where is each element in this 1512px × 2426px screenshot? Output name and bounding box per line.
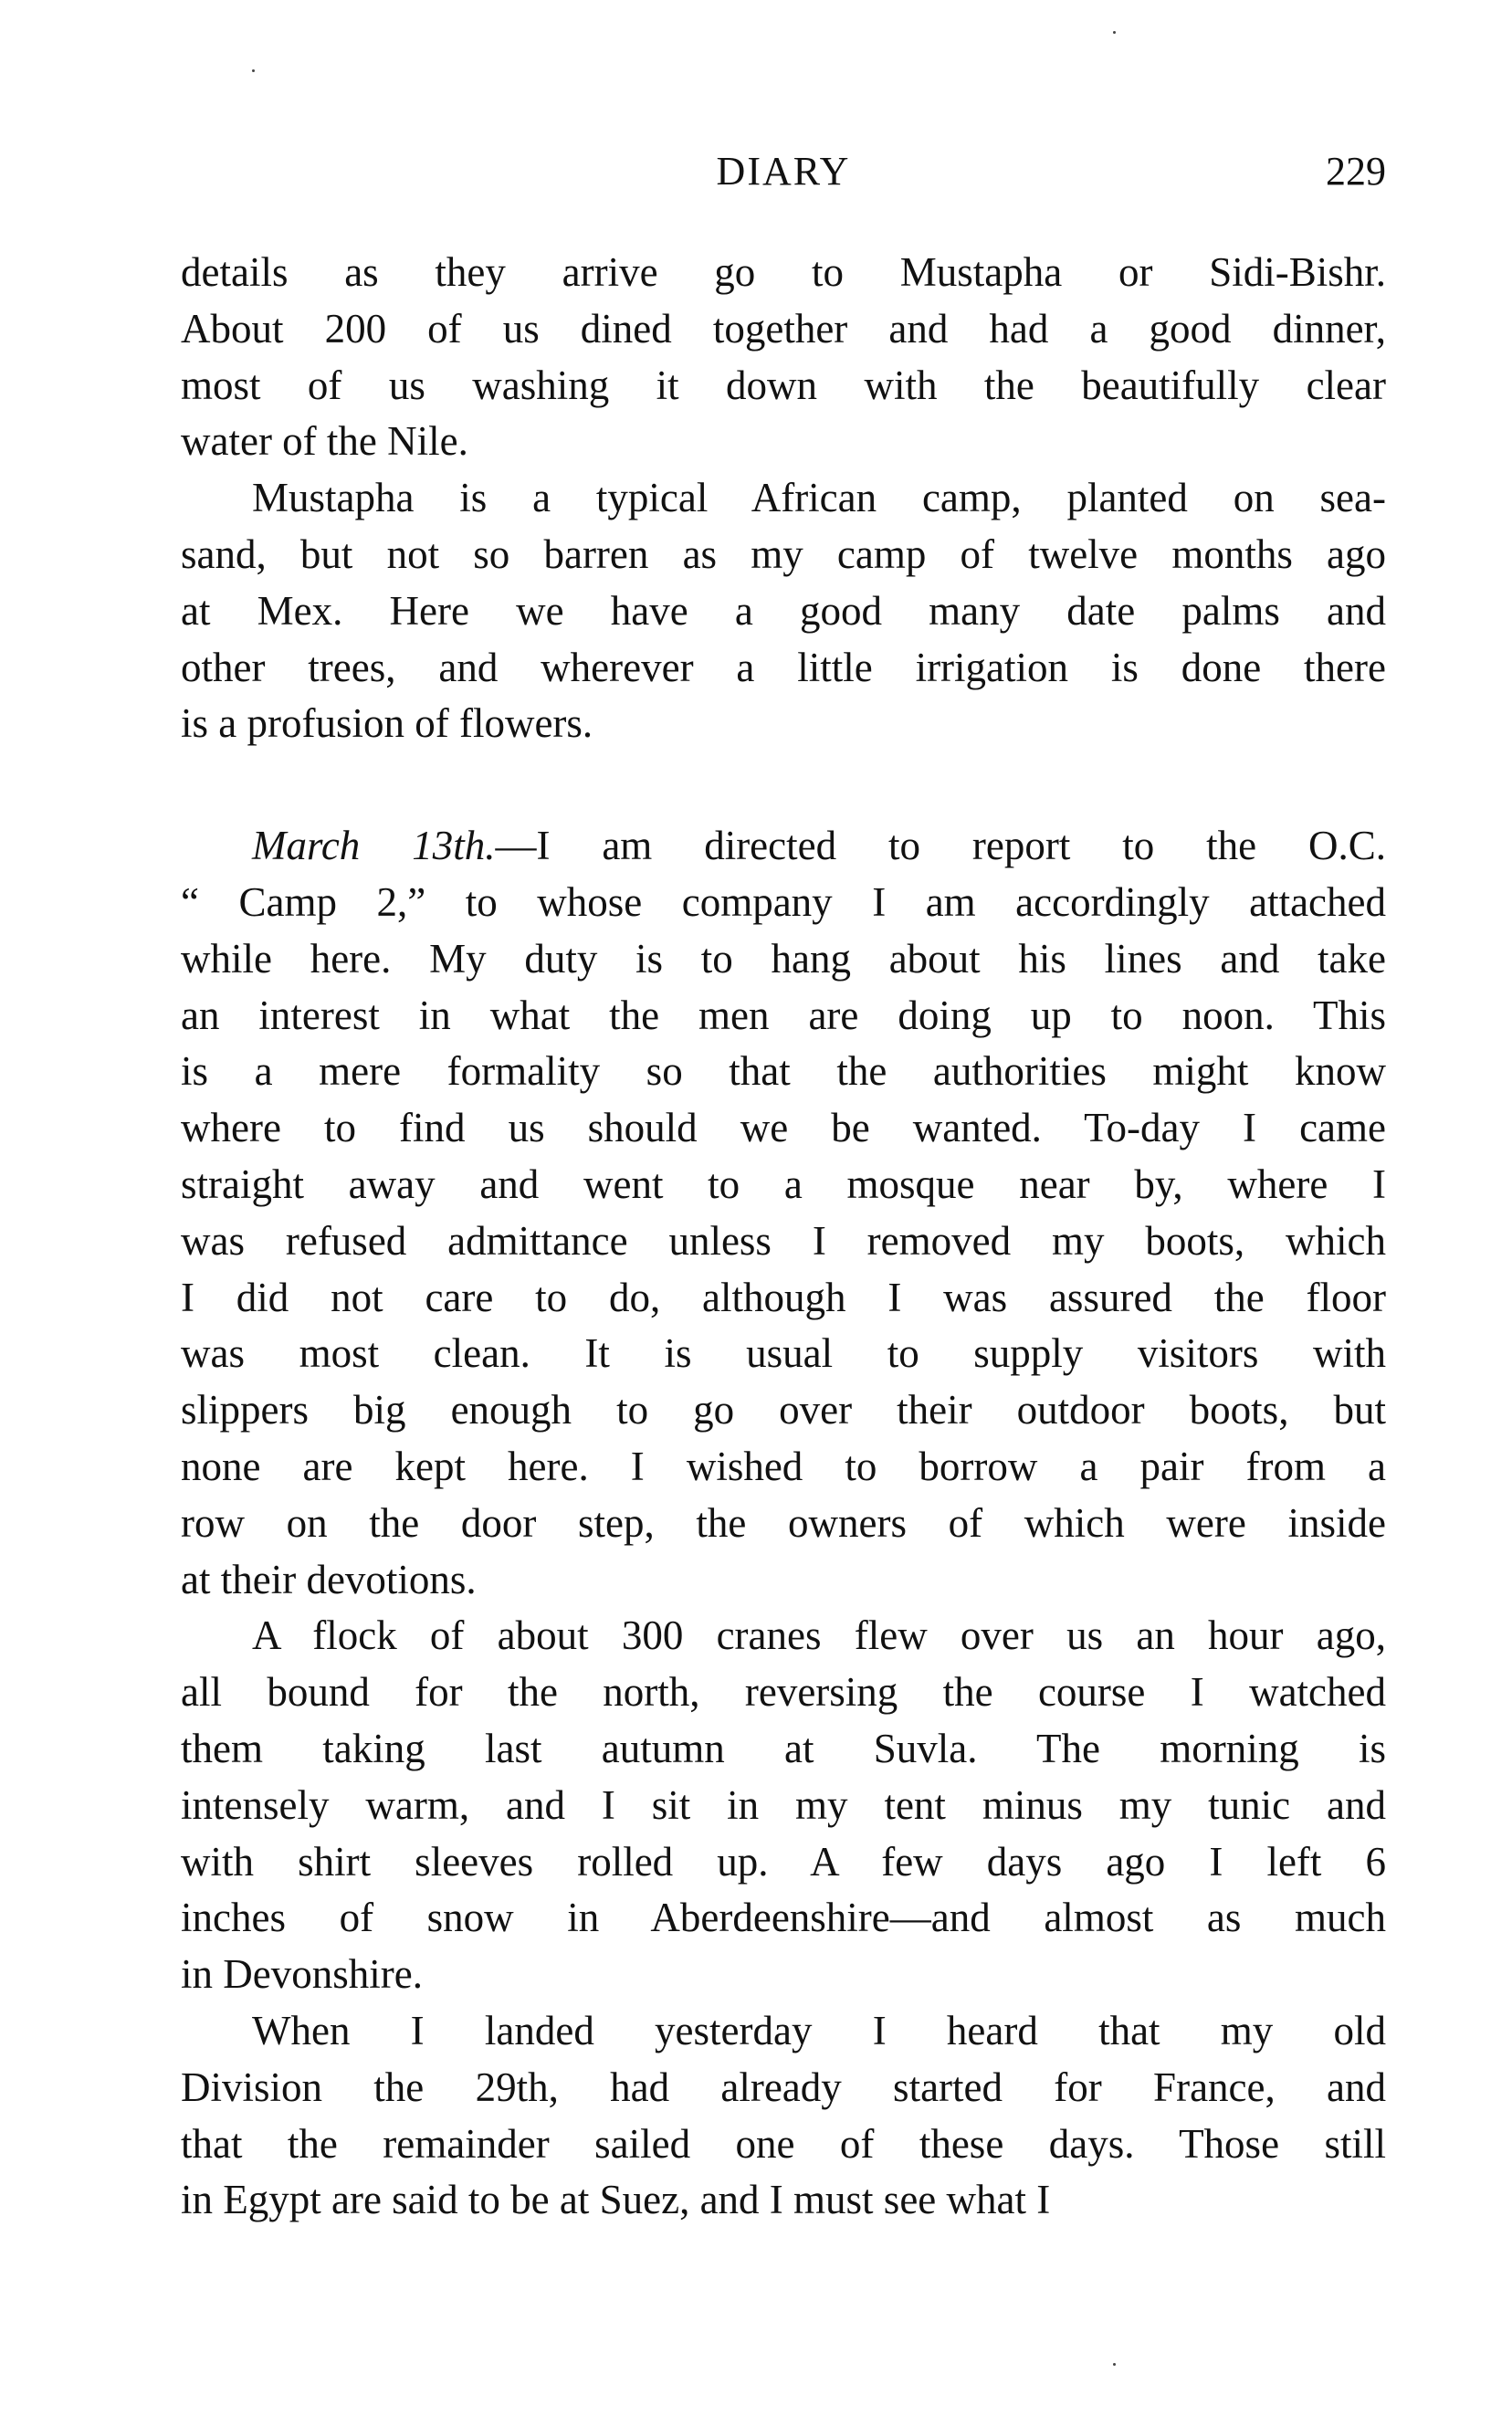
line-text: straight away and went to a mosque near by, where I (181, 1160, 1386, 1207)
text-line (181, 1721, 1386, 1778)
text-line (181, 2172, 1386, 2229)
text-line (181, 1608, 1386, 1665)
text-line (181, 1496, 1386, 1552)
text-line (181, 1890, 1386, 1947)
line-text: is a mere formality so that the authorities might know (181, 1048, 1386, 1095)
text-line (181, 1157, 1386, 1213)
line-text: Division the 29th, had already started for France, and (181, 2064, 1386, 2110)
line-text: water of the Nile. (181, 418, 468, 465)
speck (1113, 2363, 1116, 2366)
text-line (181, 245, 1386, 301)
running-title: DIARY (716, 149, 851, 194)
text-line (181, 1439, 1386, 1496)
text-line (181, 470, 1386, 527)
text-line (181, 1382, 1386, 1439)
text-line (181, 1552, 1386, 1609)
text-line (181, 1270, 1386, 1327)
dated-entry-paragraph (181, 818, 1386, 1608)
line-text: while here. My duty is to hang about his lines and take (181, 935, 1386, 982)
text-line (181, 1326, 1386, 1382)
line-text: none are kept here. I wished to borrow a pair from a (181, 1443, 1386, 1489)
line-text: was refused admittance unless I removed my boots, which (181, 1217, 1386, 1264)
page-number: 229 (1326, 149, 1386, 194)
line-text: where to find us should we be wanted. To-day I came (181, 1105, 1386, 1151)
line-text: A flock of about 300 cranes flew over us an hour ago, (252, 1612, 1386, 1659)
page-header (181, 148, 1386, 203)
page-body (181, 245, 1386, 2229)
text-line (181, 2003, 1386, 2060)
line-text: other trees, and wherever a little irrigation is done there (181, 644, 1386, 690)
text-line (181, 1834, 1386, 1891)
text-line (181, 527, 1386, 583)
line-text: with shirt sleeves rolled up. A few days ago I left 6 (181, 1838, 1386, 1885)
line-text: in Devonshire. (181, 1951, 423, 1998)
line-text: About 200 of us dined together and had a good dinner, (181, 305, 1386, 352)
line-text: intensely warm, and I sit in my tent minus my tunic and (181, 1781, 1386, 1828)
text-line (181, 2116, 1386, 2173)
speck (252, 69, 255, 72)
line-text: is a profusion of flowers. (181, 700, 593, 747)
entry-date: March 13th. (252, 823, 496, 869)
text-line (181, 875, 1386, 931)
text-line (181, 1947, 1386, 2003)
text-line (181, 583, 1386, 640)
text-line (181, 414, 1386, 470)
text-line (181, 1044, 1386, 1100)
section-gap (181, 752, 1386, 818)
line-text: slippers big enough to go over their outdoor boots, but (181, 1387, 1386, 1434)
paragraph (181, 1608, 1386, 2003)
line-text: “ Camp 2,” to whose company I am accordingly attached (181, 878, 1386, 925)
line-text: Mustapha is a typical African camp, planted on sea- (252, 475, 1386, 521)
line-text: row on the door step, the owners of which were inside (181, 1499, 1386, 1546)
text-line (181, 696, 1386, 752)
line-text: most of us washing it down with the beautifully clear (181, 362, 1386, 408)
line-text: inches of snow in Aberdeenshire—and almost as much (181, 1895, 1386, 1941)
line-text: at their devotions. (181, 1556, 477, 1602)
text-line (181, 1100, 1386, 1157)
line-text: —I am directed to report to the O.C. (495, 823, 1386, 869)
paragraph (181, 245, 1386, 470)
text-line (181, 640, 1386, 697)
line-text: in Egypt are said to be at Suez, and I must see what I (181, 2177, 1051, 2223)
paragraph (181, 470, 1386, 752)
text-line (181, 301, 1386, 358)
text-line (181, 818, 1386, 875)
line-text: all bound for the north, reversing the course I watched (181, 1669, 1386, 1716)
text-line (181, 1213, 1386, 1270)
text-line (181, 1665, 1386, 1721)
text-line (181, 2060, 1386, 2116)
line-text: at Mex. Here we have a good many date palms and (181, 587, 1386, 634)
line-text: I did not care to do, although I was assured the floor (181, 1274, 1386, 1320)
line-text: sand, but not so barren as my camp of twelve months ago (181, 530, 1386, 577)
speck (1113, 31, 1116, 34)
line-text: an interest in what the men are doing up to noon. This (181, 992, 1386, 1038)
text-line (181, 1778, 1386, 1834)
text-line (181, 358, 1386, 415)
line-text: that the remainder sailed one of these days. Those still (181, 2120, 1386, 2167)
line-text: was most clean. It is usual to supply visitors with (181, 1330, 1386, 1377)
text-line (181, 931, 1386, 988)
line-text: When I landed yesterday I heard that my old (252, 2007, 1386, 2053)
line-text: them taking last autumn at Suvla. The morning is (181, 1725, 1386, 1771)
line-text: details as they arrive go to Mustapha or Sidi-Bishr. (181, 249, 1386, 295)
text-line (181, 988, 1386, 1045)
paragraph (181, 2003, 1386, 2229)
